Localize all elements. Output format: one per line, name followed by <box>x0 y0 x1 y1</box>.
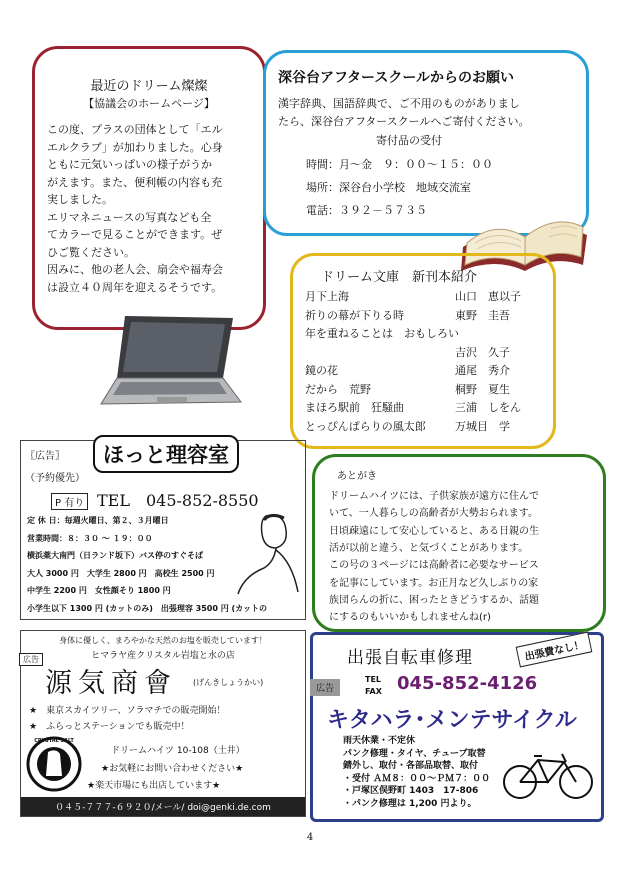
barber-info-line: 大人 3000 円 大学生 2800 円 高校生 2500 円 <box>27 568 215 578</box>
bike-info-line: ・パンク修理は 1,200 円より。 <box>343 799 477 809</box>
salt-intro-sub: ヒマラヤ産クリスタル岩塩と水の店 <box>91 651 235 661</box>
afterword-line: 日頃疎遠にして安心していると、ある日親の生 <box>329 525 539 537</box>
barber-info-line: 定 休 日：毎週火曜日、第２、３月曜日 <box>27 516 169 525</box>
bike-info-line: ・戸塚区俣野町 1403 17-806 <box>343 786 479 797</box>
news-line: は設立４０周年を迎えるそうです。 <box>47 280 223 294</box>
library-box <box>290 253 556 449</box>
afterword-line: ドリームハイツには、子供家族が遠方に住んで <box>329 491 539 502</box>
afterword-box <box>312 454 606 632</box>
news-title: 最近のドリーム燦燦 <box>90 79 208 94</box>
afterword-line: この号の３ページには高齢者に必要なサービス <box>329 560 539 572</box>
ad-tag: 広告 <box>19 653 43 666</box>
news-line: ともに元気いっぱいの様子がうか <box>47 158 212 171</box>
book-title: だから 荒野 <box>305 382 371 396</box>
afterword-line: にするのもいいかもしれませんね(r) <box>329 612 491 624</box>
request-heading: 寄付品の受付 <box>376 134 442 147</box>
news-line: 実しました。 <box>47 193 113 206</box>
news-line: エルクラブ」が加わりました。心身 <box>47 140 223 154</box>
barber-name: ほっと理容室 <box>93 435 239 473</box>
salt-location: ドリームハイツ 10-108（土井） <box>111 746 245 756</box>
book-title: とっぴんぱらりの風太郎 <box>305 419 426 433</box>
barber-person-icon <box>234 510 308 600</box>
news-box <box>32 46 266 330</box>
salt-shop-reading: (げんきしょうかい) <box>193 678 264 687</box>
bike-shop-name: キタハラ･メンテサイクル <box>327 708 577 733</box>
news-line: 因みに、他の老人会、扇会や福寿会 <box>47 263 223 276</box>
afterword-title: あとがき <box>337 471 377 482</box>
tel-label: TEL <box>365 675 382 684</box>
bike-stamp: 出張費なし！ <box>516 632 593 668</box>
book-title: 祈りの幕が下りる時 <box>305 308 404 322</box>
bike-info-line: 錆外し、取付・各部品取替、取付 <box>343 761 479 772</box>
book-author: 東野 圭吾 <box>455 308 510 322</box>
salt-contact: ★お気軽にお問い合わせください★ <box>101 764 244 774</box>
salt-footer: ０４５-７７７-６９２０/メール/ doi@genki.de.com <box>55 803 271 813</box>
news-line: がえます。また、便利帳の内容も充 <box>47 175 223 189</box>
barber-info-line: 小学生以下 1300 円 (カットのみ) 出張理容 3500 円 (カットの <box>27 604 268 613</box>
salt-market: ★楽天市場にも出店しています★ <box>87 781 221 791</box>
bike-info-line: パンク修理・タイヤ、チューブ取替 <box>343 748 486 759</box>
laptop-icon <box>95 312 245 417</box>
bike-phone: 045-852-4126 <box>397 673 538 694</box>
news-line: てカラーで見ることができます。ぜ <box>47 228 223 241</box>
barber-info-line: 横浜薬大南門（日ランド坂下）バス停のすぐそば <box>27 551 203 561</box>
barber-info-line: 中学生 2200 円 女性顔そり 1800 円 <box>27 586 171 596</box>
salt-bullet: ★ 東京スカイツリー、ソラマチでの販売開始！ <box>29 706 226 716</box>
request-place: 場所：深谷台小学校 地域交流室 <box>306 181 471 194</box>
parking-badge: P 有り <box>51 493 88 510</box>
book-title: 月下上海 <box>305 290 349 303</box>
request-line: 漢字辞典、国語辞典で、ご不用のものがありまし <box>278 97 520 110</box>
book-author: 三浦 しをん <box>455 401 521 414</box>
bike-info-line: 雨天休業・不定休 <box>343 736 416 746</box>
book-author: 桐野 夏生 <box>455 382 510 396</box>
news-line: エリマネニュースの写真なども全 <box>47 210 212 224</box>
request-line: たら、深谷台アフタースクールへご寄付ください。 <box>278 115 530 128</box>
salt-shop-name: 源気商會 <box>45 668 177 699</box>
barber-info-line: 営業時間：８：３０ ～ １９：００ <box>27 533 153 543</box>
barber-tel: TEL 045-852-8550 <box>97 491 259 510</box>
barber-priority: （予約優先） <box>25 473 85 484</box>
book-author: 万城目 学 <box>455 419 510 433</box>
book-author: 吉沢 久子 <box>455 345 510 359</box>
afterword-line: を記事にしています。お正月など久しぶりの家 <box>329 577 539 589</box>
ad-tag: 広告 <box>310 679 340 696</box>
book-title: 年を重ねることは おもしろい <box>305 327 459 340</box>
book-title: 鏡の花 <box>305 364 338 377</box>
bike-info-line: ・受付 ＡＭ８：００～ＰＭ７：００ <box>343 773 491 784</box>
library-title: ドリーム文庫 新刊本紹介 <box>321 270 478 285</box>
bike-title: 出張自転車修理 <box>347 648 473 668</box>
news-line: ひご覧ください。 <box>47 245 135 259</box>
bicycle-icon <box>500 744 596 800</box>
request-time: 時間：月～金 ９：００～１５：００ <box>306 158 493 171</box>
request-phone: 電話：３９２－５７３５ <box>306 204 427 217</box>
book-author: 山口 恵以子 <box>455 290 521 303</box>
request-title: 深谷台アフタースクールからのお願い <box>278 70 515 86</box>
afterword-line: 族団らんの折に、困ったときどうするか、話題 <box>329 594 539 606</box>
salt-bullet: ★ ふらっとステーションでも販売中！ <box>29 722 190 732</box>
afterword-line: 活が以前と違う、と気づくことがあります。 <box>329 542 529 554</box>
news-line: この度、プラスの団体として「エル <box>47 123 223 136</box>
salt-intro: 身体に優しく、まろやかな天然のお塩を販売しています！ <box>59 636 267 645</box>
book-author: 通尾 秀介 <box>455 364 510 377</box>
page-number: 4 <box>306 832 314 843</box>
ad-tag: 〖広告〗 <box>25 451 65 462</box>
book-title: まほろ駅前 狂騒曲 <box>305 401 404 414</box>
fax-label: FAX <box>365 687 382 696</box>
afterword-line: いて、一人暮らしの高齢者が大勢おられます。 <box>329 508 538 520</box>
crystal-salt-logo-text: CRYSTAL SALT <box>34 738 74 744</box>
news-subtitle: 【協議会のホームページ】 <box>83 97 215 110</box>
salt-footer-bar <box>21 797 305 816</box>
crystal-salt-logo-icon <box>26 736 82 792</box>
